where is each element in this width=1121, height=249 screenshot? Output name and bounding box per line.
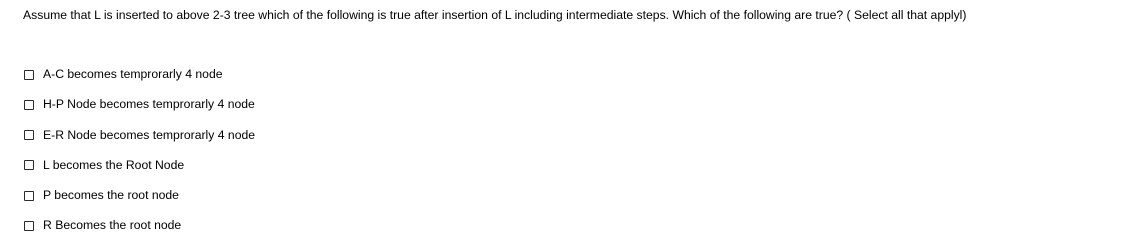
- option-p-root[interactable]: [24, 188, 255, 203]
- option-label: L becomes the Root Node: [43, 157, 185, 172]
- option-label: R Becomes the root node: [43, 218, 182, 233]
- checkbox[interactable]: [24, 160, 34, 170]
- option-l-root[interactable]: [24, 158, 255, 173]
- answer-options-list: [24, 67, 255, 249]
- option-a-c-4-node[interactable]: [24, 67, 255, 82]
- option-e-r-4-node[interactable]: [24, 128, 255, 143]
- option-label: H-P Node becomes temprorarly 4 node: [43, 97, 255, 112]
- checkbox[interactable]: [24, 70, 34, 80]
- checkbox[interactable]: [24, 221, 34, 231]
- checkbox[interactable]: [24, 191, 34, 201]
- option-h-p-4-node[interactable]: [24, 97, 255, 112]
- option-label: E-R Node becomes temprorarly 4 node: [43, 127, 256, 142]
- question-text: Assume that L is inserted to above 2-3 tree which of the following is true after insertion of L including intermediate steps. Which of the following are true? ( Select all that applyl): [23, 8, 967, 22]
- checkbox[interactable]: [24, 100, 34, 110]
- option-label: P becomes the root node: [43, 188, 179, 203]
- option-label: A-C becomes temprorarly 4 node: [43, 67, 223, 81]
- option-r-root[interactable]: [24, 218, 255, 233]
- checkbox[interactable]: [24, 130, 34, 140]
